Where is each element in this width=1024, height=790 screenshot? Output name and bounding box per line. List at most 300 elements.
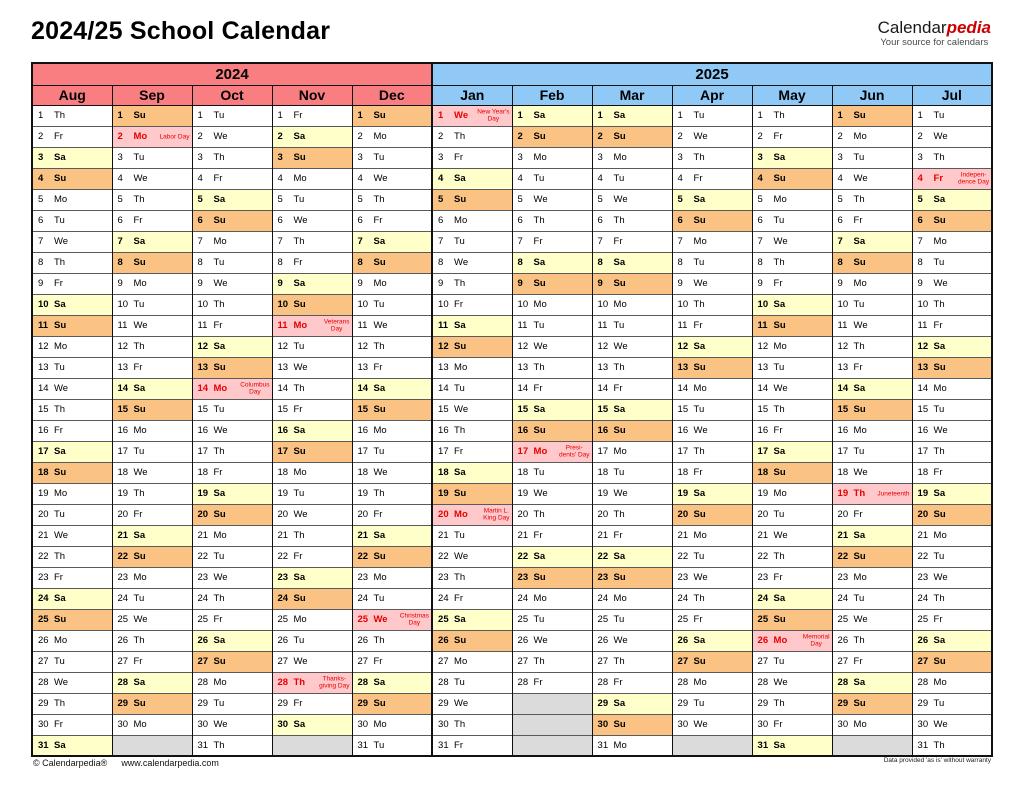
weekday-abbreviation: Sa (613, 551, 626, 562)
day-number: 23 (837, 572, 849, 583)
day-cell (912, 147, 992, 168)
day-cell (192, 483, 272, 504)
day-number: 16 (438, 425, 449, 436)
day-cell (752, 189, 832, 210)
day-cell (512, 210, 592, 231)
weekday-abbreviation: Mo (533, 152, 547, 163)
weekday-abbreviation: Sa (933, 341, 946, 352)
day-row-11 (32, 315, 992, 336)
weekday-abbreviation: Th (613, 509, 625, 520)
day-cell (592, 420, 672, 441)
day-cell (32, 168, 112, 189)
weekday-abbreviation: Th (54, 110, 66, 121)
weekday-abbreviation: Sa (853, 677, 866, 688)
day-cell (432, 483, 512, 504)
day-cell (512, 357, 592, 378)
day-number: 5 (277, 194, 283, 205)
day-cell (192, 441, 272, 462)
day-cell (512, 462, 592, 483)
day-number: 5 (517, 194, 523, 205)
weekday-abbreviation: Mo (213, 677, 227, 688)
day-cell (432, 525, 512, 546)
weekday-abbreviation: Tu (853, 299, 865, 310)
weekday-abbreviation: Fr (853, 509, 863, 520)
day-cell (352, 126, 432, 147)
weekday-abbreviation: Sa (213, 341, 226, 352)
weekday-abbreviation: Su (213, 509, 226, 520)
weekday-abbreviation: Su (693, 362, 706, 373)
weekday-abbreviation: Su (533, 425, 546, 436)
day-row-31 (32, 735, 992, 756)
day-cell (912, 105, 992, 126)
day-cell (672, 126, 752, 147)
day-cell (432, 630, 512, 651)
day-cell (432, 189, 512, 210)
day-cell (592, 231, 672, 252)
day-cell (592, 357, 672, 378)
weekday-abbreviation: Tu (533, 467, 545, 478)
day-cell (672, 231, 752, 252)
day-number: 22 (438, 551, 449, 562)
weekday-abbreviation: Sa (454, 614, 466, 625)
day-number: 29 (917, 698, 929, 709)
day-number: 3 (117, 152, 123, 163)
day-number: 16 (677, 425, 689, 436)
day-number: 16 (117, 425, 129, 436)
day-number: 15 (117, 404, 129, 415)
weekday-abbreviation: Th (773, 698, 785, 709)
day-number: 10 (837, 299, 849, 310)
weekday-abbreviation: Su (613, 572, 626, 583)
weekday-abbreviation: Th (54, 698, 66, 709)
day-number: 1 (438, 110, 444, 121)
day-cell (112, 567, 192, 588)
day-number: 29 (837, 698, 849, 709)
weekday-abbreviation: Su (54, 320, 67, 331)
weekday-abbreviation: Th (933, 299, 945, 310)
day-number: 4 (597, 173, 603, 184)
weekday-abbreviation: Mo (773, 194, 787, 205)
day-cell (672, 441, 752, 462)
weekday-abbreviation: Mo (693, 236, 707, 247)
day-number: 18 (438, 467, 449, 478)
weekday-abbreviation: Mo (213, 236, 227, 247)
day-number: 13 (517, 362, 529, 373)
day-number: 7 (197, 236, 203, 247)
weekday-abbreviation: Su (613, 719, 626, 730)
day-cell (352, 336, 432, 357)
day-cell (32, 357, 112, 378)
weekday-abbreviation: We (213, 572, 228, 583)
day-cell (912, 567, 992, 588)
weekday-abbreviation: Th (613, 362, 625, 373)
day-cell (672, 357, 752, 378)
day-cell (832, 672, 912, 693)
day-cell (32, 525, 112, 546)
day-cell (672, 567, 752, 588)
day-cell (592, 441, 672, 462)
weekday-abbreviation: Mo (773, 635, 788, 646)
day-number: 12 (38, 341, 49, 352)
day-number: 26 (677, 635, 689, 646)
day-cell (112, 252, 192, 273)
day-cell (912, 231, 992, 252)
day-cell (272, 609, 352, 630)
weekday-abbreviation: Tu (293, 194, 305, 205)
day-number: 4 (757, 173, 763, 184)
weekday-abbreviation: We (613, 194, 628, 205)
weekday-abbreviation: Sa (454, 320, 466, 331)
day-cell (272, 189, 352, 210)
day-cell (512, 273, 592, 294)
day-number: 17 (597, 446, 609, 457)
weekday-abbreviation: We (213, 278, 228, 289)
day-number: 8 (277, 257, 283, 268)
day-number: 7 (837, 236, 843, 247)
day-number: 23 (38, 572, 49, 583)
weekday-abbreviation: Tu (773, 656, 785, 667)
day-cell (832, 693, 912, 714)
weekday-abbreviation: Su (133, 551, 146, 562)
weekday-abbreviation: Su (373, 698, 386, 709)
day-row-9 (32, 273, 992, 294)
day-cell (672, 714, 752, 735)
day-number: 7 (117, 236, 123, 247)
day-number: 25 (837, 614, 849, 625)
day-cell (672, 504, 752, 525)
day-number: 6 (117, 215, 123, 226)
day-cell (592, 504, 672, 525)
day-number: 31 (197, 739, 209, 751)
day-cell (592, 567, 672, 588)
day-cell (112, 147, 192, 168)
weekday-abbreviation: Th (853, 635, 865, 646)
holiday-cell-oct-14 (192, 378, 272, 399)
day-number: 25 (117, 614, 129, 625)
day-number: 3 (757, 152, 763, 163)
day-cell (352, 294, 432, 315)
weekday-abbreviation: We (54, 236, 69, 247)
day-number: 17 (357, 446, 369, 457)
weekday-abbreviation: Fr (454, 593, 463, 604)
day-cell (832, 336, 912, 357)
empty-cell (112, 735, 192, 756)
weekday-abbreviation: Mo (853, 278, 867, 289)
day-number: 31 (357, 739, 369, 751)
day-number: 21 (677, 530, 689, 541)
weekday-abbreviation: Su (373, 551, 386, 562)
day-cell (592, 399, 672, 420)
day-number: 4 (917, 173, 923, 184)
day-number: 8 (917, 257, 923, 268)
day-number: 14 (357, 383, 369, 394)
day-cell (512, 546, 592, 567)
weekday-abbreviation: Sa (133, 236, 146, 247)
weekday-abbreviation: Th (693, 446, 705, 457)
day-number: 6 (677, 215, 683, 226)
weekday-abbreviation: Fr (133, 509, 143, 520)
day-cell (432, 294, 512, 315)
day-number: 11 (677, 320, 688, 331)
day-row-5 (32, 189, 992, 210)
day-cell (272, 504, 352, 525)
weekday-abbreviation: We (933, 719, 948, 730)
day-cell (112, 294, 192, 315)
day-cell (32, 588, 112, 609)
weekday-abbreviation: Fr (933, 614, 943, 625)
day-cell (352, 672, 432, 693)
day-number: 17 (438, 446, 449, 457)
day-number: 28 (38, 677, 49, 688)
day-cell (752, 210, 832, 231)
day-cell (352, 252, 432, 273)
day-cell (112, 588, 192, 609)
day-row-13 (32, 357, 992, 378)
day-number: 17 (197, 446, 209, 457)
day-cell (352, 399, 432, 420)
day-number: 29 (117, 698, 129, 709)
weekday-abbreviation: Mo (613, 152, 627, 163)
holiday-label: Memorial Day (802, 633, 830, 648)
weekday-abbreviation: We (293, 656, 308, 667)
weekday-abbreviation: Mo (693, 530, 707, 541)
day-number: 28 (197, 677, 209, 688)
day-number: 30 (38, 719, 49, 730)
day-number: 8 (438, 257, 444, 268)
holiday-label: Thanks- giving Day (319, 675, 350, 690)
day-cell (912, 651, 992, 672)
day-number: 9 (517, 278, 523, 289)
day-row-23 (32, 567, 992, 588)
weekday-abbreviation: Th (293, 677, 306, 688)
weekday-abbreviation: Su (533, 131, 546, 142)
weekday-abbreviation: Th (133, 635, 145, 646)
weekday-abbreviation: Sa (933, 488, 946, 499)
weekday-abbreviation: Su (613, 278, 626, 289)
weekday-abbreviation: Su (133, 698, 146, 709)
day-cell (352, 189, 432, 210)
weekday-abbreviation: Mo (613, 593, 627, 604)
day-number: 18 (117, 467, 129, 478)
day-number: 24 (357, 593, 369, 604)
weekday-abbreviation: Fr (693, 467, 703, 478)
day-row-3 (32, 147, 992, 168)
holiday-cell-jan-1 (432, 105, 512, 126)
day-cell (32, 672, 112, 693)
empty-cell (512, 693, 592, 714)
day-number: 11 (917, 320, 928, 331)
day-number: 2 (357, 131, 363, 142)
empty-cell (512, 714, 592, 735)
weekday-abbreviation: We (373, 614, 388, 625)
weekday-abbreviation: We (454, 404, 469, 415)
day-number: 26 (757, 635, 769, 646)
day-cell (512, 315, 592, 336)
day-cell (192, 399, 272, 420)
day-cell (672, 462, 752, 483)
day-cell (912, 189, 992, 210)
day-cell (112, 420, 192, 441)
weekday-abbreviation: Fr (933, 320, 943, 331)
weekday-abbreviation: Mo (693, 677, 707, 688)
weekday-abbreviation: Mo (293, 614, 307, 625)
weekday-abbreviation: Fr (773, 425, 783, 436)
day-cell (32, 252, 112, 273)
day-cell (512, 399, 592, 420)
day-cell (192, 126, 272, 147)
day-number: 18 (357, 467, 369, 478)
weekday-abbreviation: Su (54, 614, 67, 625)
day-cell (112, 483, 192, 504)
day-cell (512, 126, 592, 147)
day-number: 22 (38, 551, 49, 562)
day-cell (592, 672, 672, 693)
day-cell (912, 399, 992, 420)
day-cell (192, 273, 272, 294)
day-cell (912, 420, 992, 441)
day-cell (592, 588, 672, 609)
day-cell (672, 651, 752, 672)
day-cell (752, 588, 832, 609)
weekday-abbreviation: Tu (773, 362, 785, 373)
weekday-abbreviation: Sa (853, 530, 866, 541)
day-number: 6 (597, 215, 603, 226)
day-number: 8 (517, 257, 523, 268)
weekday-abbreviation: Sa (773, 446, 786, 457)
weekday-abbreviation: Th (613, 215, 625, 226)
weekday-abbreviation: Mo (293, 320, 308, 331)
day-row-8 (32, 252, 992, 273)
day-cell (32, 441, 112, 462)
day-number: 21 (117, 530, 129, 541)
day-cell (592, 525, 672, 546)
day-number: 23 (357, 572, 369, 583)
weekday-abbreviation: Su (293, 446, 306, 457)
weekday-abbreviation: Mo (373, 572, 387, 583)
day-number: 12 (757, 341, 769, 352)
weekday-abbreviation: Th (213, 739, 225, 751)
day-cell (32, 315, 112, 336)
day-cell (512, 294, 592, 315)
day-number: 14 (38, 383, 49, 394)
day-number: 23 (438, 572, 449, 583)
day-number: 14 (757, 383, 769, 394)
day-number: 27 (277, 656, 289, 667)
day-number: 8 (38, 257, 44, 268)
weekday-abbreviation: Mo (613, 446, 627, 457)
day-number: 22 (757, 551, 769, 562)
day-number: 6 (38, 215, 44, 226)
day-cell (272, 693, 352, 714)
day-number: 30 (438, 719, 449, 730)
day-number: 11 (197, 320, 208, 331)
weekday-abbreviation: Tu (933, 257, 945, 268)
weekday-abbreviation: Mo (213, 383, 228, 394)
day-number: 22 (597, 551, 609, 562)
day-number: 18 (837, 467, 849, 478)
holiday-cell-nov-28 (272, 672, 352, 693)
day-cell (912, 315, 992, 336)
day-number: 19 (677, 488, 689, 499)
weekday-abbreviation: Fr (293, 698, 303, 709)
weekday-abbreviation: We (133, 467, 148, 478)
weekday-abbreviation: Th (454, 719, 466, 730)
day-cell (272, 588, 352, 609)
weekday-abbreviation: Fr (613, 677, 623, 688)
day-number: 10 (917, 299, 929, 310)
day-cell (592, 651, 672, 672)
day-number: 14 (197, 383, 209, 394)
day-cell (112, 630, 192, 651)
day-cell (112, 693, 192, 714)
weekday-abbreviation: Su (853, 404, 866, 415)
day-number: 10 (757, 299, 769, 310)
day-cell (32, 336, 112, 357)
day-cell (352, 147, 432, 168)
month-header-feb: Feb (512, 85, 592, 105)
weekday-abbreviation: Mo (293, 173, 307, 184)
day-number: 12 (677, 341, 689, 352)
day-number: 3 (357, 152, 363, 163)
day-number: 5 (917, 194, 923, 205)
weekday-abbreviation: Tu (133, 446, 145, 457)
weekday-abbreviation: Th (933, 152, 945, 163)
day-cell (672, 609, 752, 630)
weekday-abbreviation: Sa (293, 719, 306, 730)
weekday-abbreviation: Tu (533, 320, 545, 331)
footer-disclaimer: Data provided 'as is' without warranty (883, 757, 991, 764)
day-cell (32, 462, 112, 483)
day-cell (192, 462, 272, 483)
day-number: 2 (438, 131, 444, 142)
holiday-cell-sep-2 (112, 126, 192, 147)
day-cell (272, 651, 352, 672)
day-cell (512, 189, 592, 210)
day-number: 28 (677, 677, 689, 688)
weekday-abbreviation: We (853, 614, 868, 625)
day-number: 2 (917, 131, 923, 142)
day-number: 28 (277, 677, 289, 688)
day-cell (272, 714, 352, 735)
day-number: 25 (597, 614, 609, 625)
day-cell (832, 252, 912, 273)
weekday-abbreviation: Tu (454, 677, 465, 688)
weekday-abbreviation: Th (693, 593, 705, 604)
day-number: 3 (677, 152, 683, 163)
day-cell (672, 189, 752, 210)
day-number: 17 (117, 446, 129, 457)
day-cell (672, 630, 752, 651)
day-number: 2 (38, 131, 44, 142)
day-number: 4 (197, 173, 203, 184)
day-number: 4 (438, 173, 444, 184)
day-cell (352, 693, 432, 714)
day-number: 18 (38, 467, 49, 478)
day-number: 16 (277, 425, 289, 436)
weekday-abbreviation: Fr (853, 215, 863, 226)
weekday-abbreviation: Fr (933, 173, 944, 184)
weekday-abbreviation: Fr (533, 236, 543, 247)
day-cell (832, 294, 912, 315)
weekday-abbreviation: We (373, 467, 388, 478)
day-cell (592, 735, 672, 756)
holiday-label: Veterans Day (323, 318, 350, 333)
day-number: 12 (597, 341, 609, 352)
weekday-abbreviation: Fr (54, 572, 63, 583)
day-number: 24 (38, 593, 49, 604)
weekday-abbreviation: Su (853, 257, 866, 268)
day-number: 10 (597, 299, 609, 310)
